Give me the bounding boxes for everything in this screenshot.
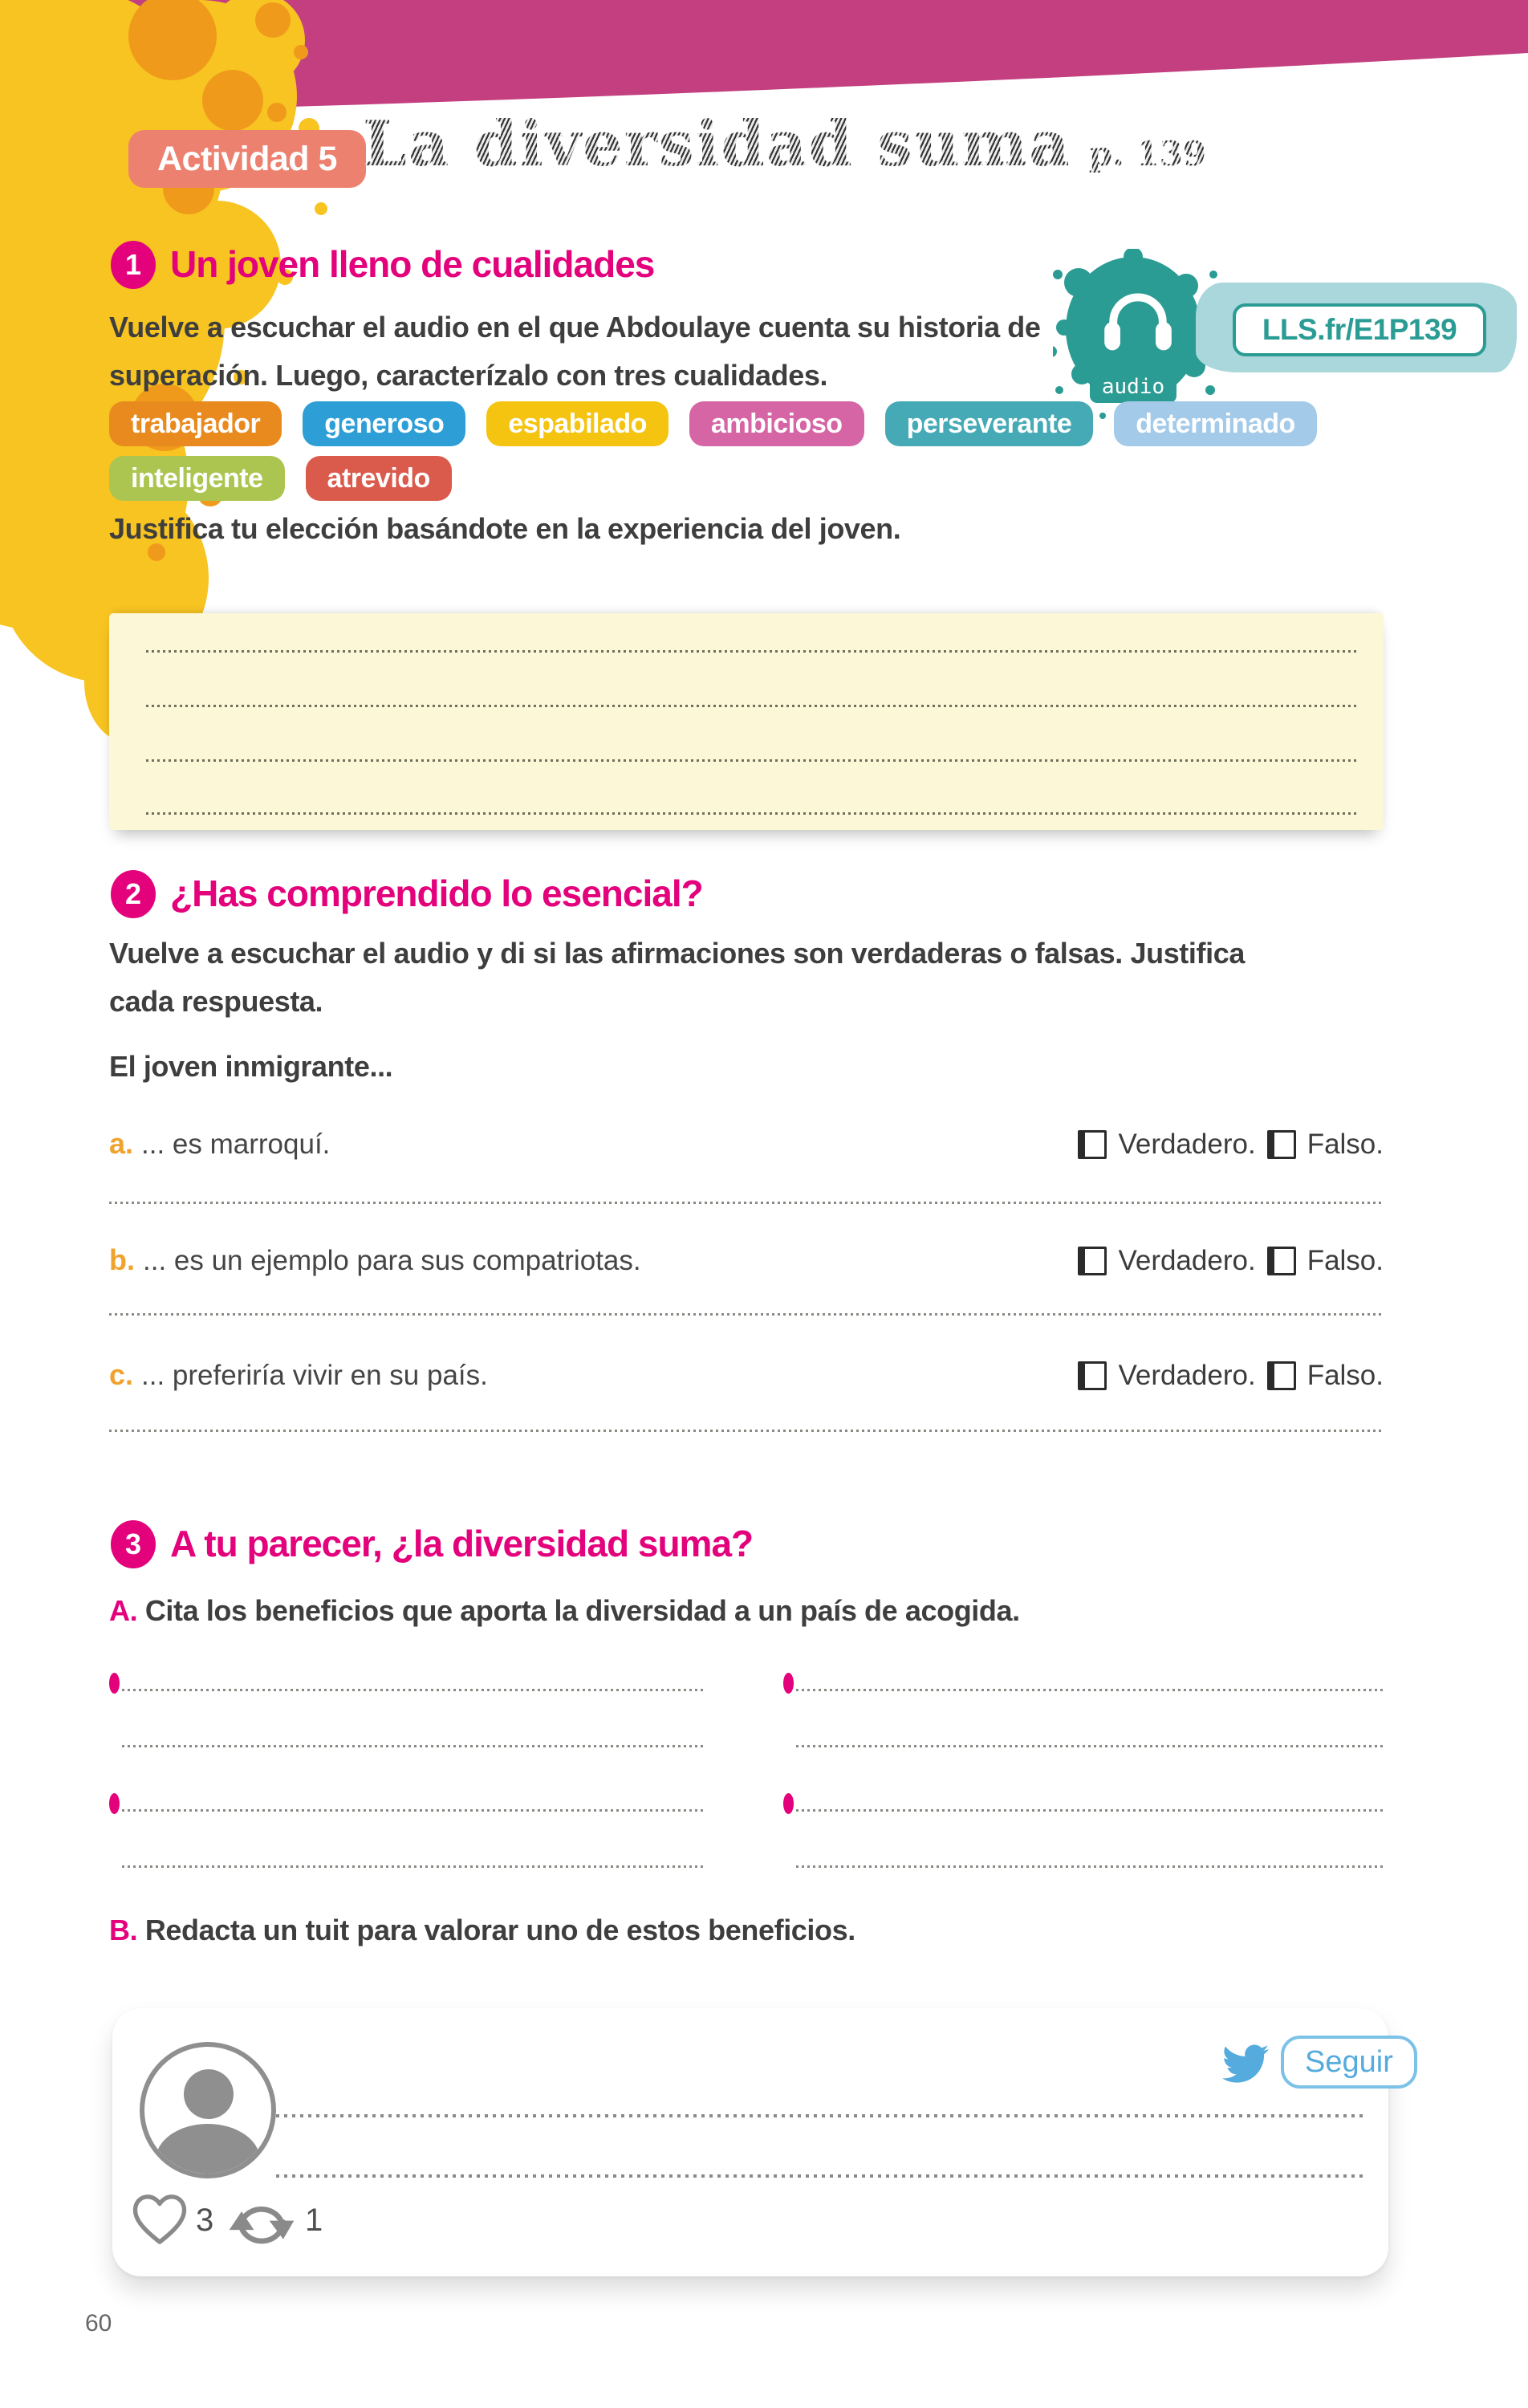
statement-answer-line[interactable] xyxy=(109,1202,1384,1204)
answer-line[interactable] xyxy=(146,705,1356,707)
section-2-intro: Vuelve a escuchar el audio y di si las afirmaciones son verdaderas o falsas. Justifica cada respuesta. xyxy=(109,937,1245,1018)
answer-line[interactable] xyxy=(146,812,1356,815)
retweet-count: 1 xyxy=(305,2203,323,2238)
statement-row-b xyxy=(109,1243,1384,1283)
chip-generoso[interactable]: generoso xyxy=(303,401,465,446)
page-title-row xyxy=(363,108,1206,181)
lls-link-brush xyxy=(1196,283,1517,372)
page-reference: p. 139 xyxy=(1088,134,1207,173)
chip-espabilado[interactable]: espabilado xyxy=(486,401,668,446)
activity-badge: Actividad 5 xyxy=(128,130,366,188)
headphones-icon xyxy=(1090,276,1186,364)
tweet-card xyxy=(112,2008,1393,2276)
true-false-choices xyxy=(1078,1360,1384,1392)
statement-text: ... preferiría vivir en su país. xyxy=(141,1360,488,1391)
chip-inteligente[interactable]: inteligente xyxy=(109,456,285,501)
section-2-number: 2 xyxy=(111,870,156,918)
statement-row-a xyxy=(109,1127,1384,1167)
page-number: 60 xyxy=(85,2310,112,2337)
benefit-bullet xyxy=(783,1793,794,1814)
section-2-title: ¿Has comprendido lo esencial? xyxy=(170,872,703,914)
statement-row-c xyxy=(109,1358,1384,1398)
checkbox-verdadero[interactable] xyxy=(1078,1247,1107,1275)
quality-chips xyxy=(109,401,1393,501)
audio-label: audio xyxy=(1090,371,1176,403)
statement-answer-line[interactable] xyxy=(109,1430,1384,1432)
statement-text: ... es marroquí. xyxy=(141,1129,331,1160)
section-3-title: A tu parecer, ¿la diversidad suma? xyxy=(170,1523,754,1564)
statement-letter: b. xyxy=(109,1243,135,1276)
benefit-line[interactable] xyxy=(796,1865,1384,1868)
justify-instruction: Justifica tu elección basándote en la experiencia del joven. xyxy=(109,512,901,545)
benefit-bullet xyxy=(109,1793,120,1814)
falso-label: Falso. xyxy=(1307,1129,1384,1160)
avatar-head xyxy=(184,2069,234,2119)
benefit-bullet xyxy=(109,1673,120,1694)
task-a-text: Cita los beneficios que aporta la diversidad a un país de acogida. xyxy=(144,1594,1020,1627)
chip-determinado[interactable]: determinado xyxy=(1114,401,1317,446)
benefit-line[interactable] xyxy=(122,1809,706,1812)
chip-ambicioso[interactable]: ambicioso xyxy=(689,401,864,446)
section-1-number: 1 xyxy=(111,241,156,289)
checkbox-verdadero[interactable] xyxy=(1078,1130,1107,1159)
answer-line[interactable] xyxy=(146,650,1356,653)
task-b xyxy=(109,1914,855,1947)
task-a-label: A. xyxy=(109,1594,138,1627)
verdadero-label: Verdadero. xyxy=(1118,1360,1256,1391)
statement-letter: a. xyxy=(109,1127,134,1160)
section-1-title: Un joven lleno de cualidades xyxy=(170,243,655,285)
lls-link[interactable]: LLS.fr/E1P139 xyxy=(1233,303,1486,356)
task-b-text: Redacta un tuit para valorar uno de estos beneficios. xyxy=(144,1914,855,1946)
chip-atrevido[interactable]: atrevido xyxy=(306,456,452,501)
benefit-line[interactable] xyxy=(796,1809,1384,1812)
avatar-shoulders xyxy=(156,2124,260,2178)
section-3-number: 3 xyxy=(111,1520,156,1568)
true-false-choices xyxy=(1078,1245,1384,1277)
falso-label: Falso. xyxy=(1307,1360,1384,1391)
statement-text: ... es un ejemplo para sus compatriotas. xyxy=(143,1245,641,1276)
benefit-line[interactable] xyxy=(796,1689,1384,1691)
answer-box xyxy=(109,613,1384,830)
verdadero-label: Verdadero. xyxy=(1118,1129,1256,1160)
statement-answer-line[interactable] xyxy=(109,1313,1384,1316)
statement-letter: c. xyxy=(109,1358,134,1391)
checkbox-falso[interactable] xyxy=(1267,1247,1296,1275)
chip-trabajador[interactable]: trabajador xyxy=(109,401,282,446)
page-title: La diversidad suma xyxy=(363,108,1071,181)
avatar xyxy=(140,2042,276,2178)
section-2-lead: El joven inmigrante... xyxy=(109,1050,393,1083)
benefit-line[interactable] xyxy=(122,1745,706,1747)
follow-button[interactable]: Seguir xyxy=(1281,2036,1417,2089)
falso-label: Falso. xyxy=(1307,1245,1384,1276)
checkbox-verdadero[interactable] xyxy=(1078,1361,1107,1390)
like-count: 3 xyxy=(196,2203,214,2238)
section-1-intro: Vuelve a escuchar el audio en el que Abdoulaye cuenta su historia de superación. Luego, caracterízalo con tres cualidades. xyxy=(109,311,1041,392)
benefit-line[interactable] xyxy=(122,1689,706,1691)
tweet-line[interactable] xyxy=(276,2114,1364,2117)
chip-perseverante[interactable]: perseverante xyxy=(885,401,1094,446)
heart-icon xyxy=(127,2183,193,2251)
retweet-icon xyxy=(223,2190,300,2255)
answer-line[interactable] xyxy=(146,759,1356,762)
true-false-choices xyxy=(1078,1129,1384,1161)
twitter-bird-icon xyxy=(1218,2040,1273,2087)
benefit-line[interactable] xyxy=(796,1745,1384,1747)
benefit-line[interactable] xyxy=(122,1865,706,1868)
checkbox-falso[interactable] xyxy=(1267,1130,1296,1159)
task-b-label: B. xyxy=(109,1914,138,1946)
verdadero-label: Verdadero. xyxy=(1118,1245,1256,1276)
benefit-bullet xyxy=(783,1673,794,1694)
checkbox-falso[interactable] xyxy=(1267,1361,1296,1390)
tweet-line[interactable] xyxy=(276,2174,1364,2178)
benefits-lines xyxy=(109,1666,1384,1883)
task-a xyxy=(109,1594,1020,1628)
